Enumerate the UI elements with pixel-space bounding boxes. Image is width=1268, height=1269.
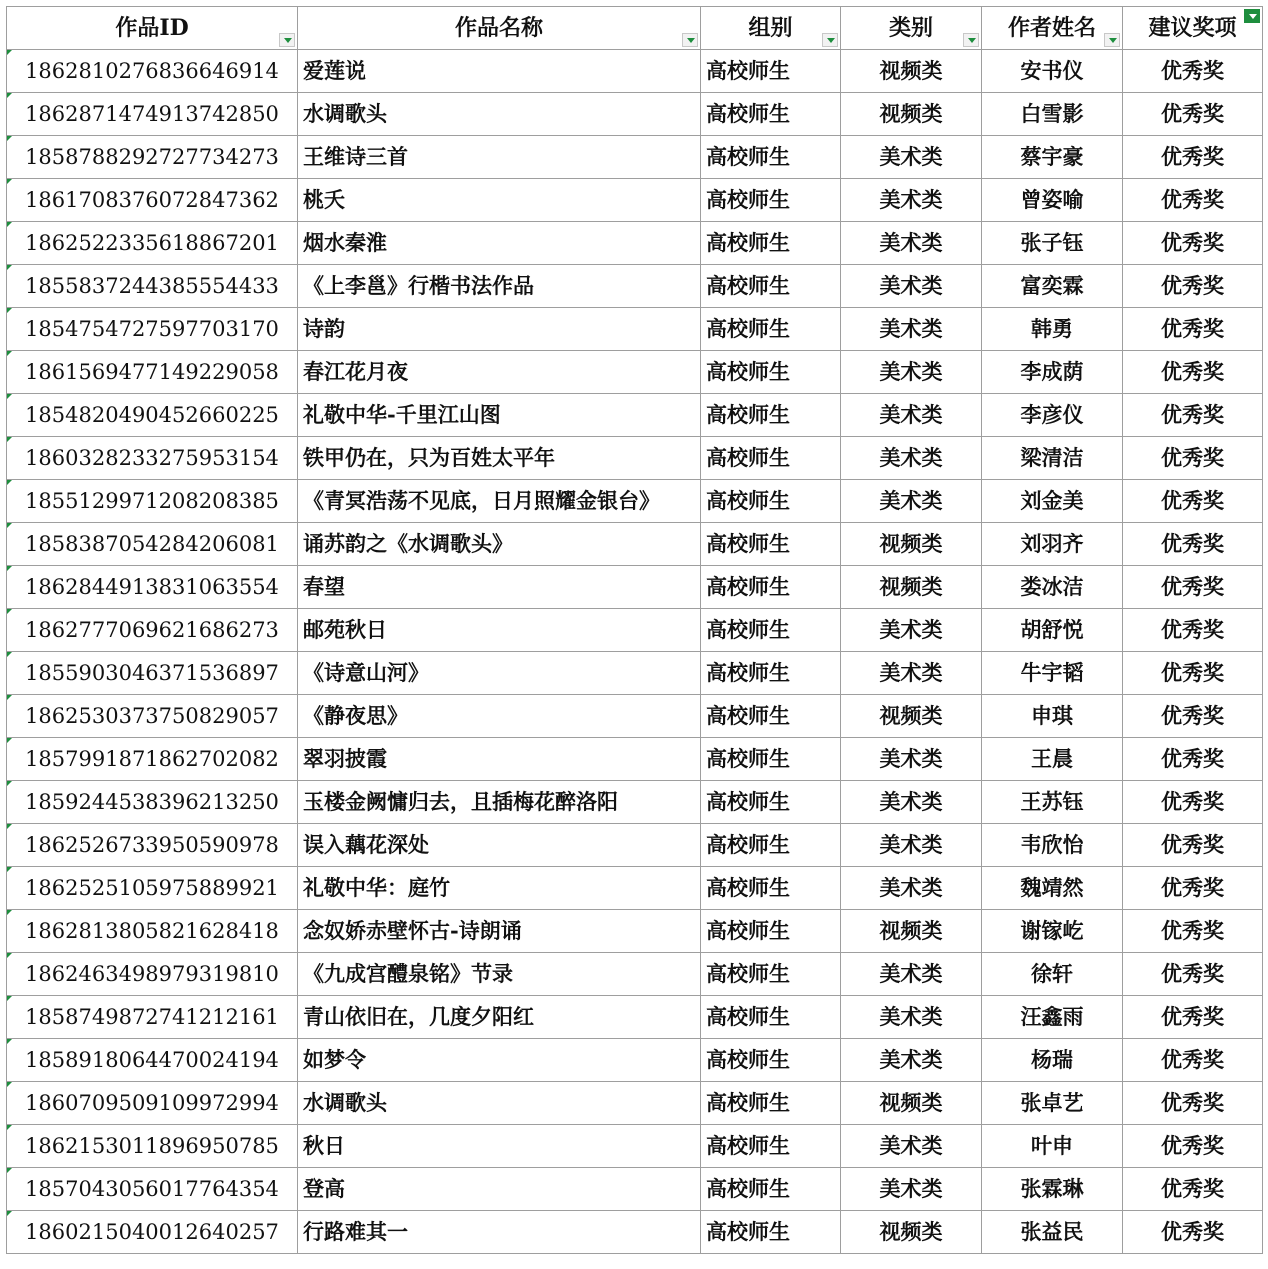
category-cell[interactable]: 视频类 — [841, 910, 982, 953]
group-cell[interactable]: 高校师生 — [701, 1039, 841, 1082]
author-cell[interactable]: 富奕霖 — [982, 265, 1123, 308]
category-cell[interactable]: 美术类 — [841, 996, 982, 1039]
award-cell[interactable]: 优秀奖 — [1123, 824, 1263, 867]
work-name-cell[interactable]: 诵苏韵之《水调歌头》 — [298, 523, 701, 566]
header-label: 组别 — [748, 15, 793, 41]
author-cell[interactable]: 蔡宇豪 — [982, 136, 1123, 179]
award-cell[interactable]: 优秀奖 — [1123, 1082, 1263, 1125]
work-id-cell[interactable]: 1862153011896950785 — [7, 1125, 298, 1168]
table-row — [7, 1039, 1263, 1082]
award-cell[interactable]: 优秀奖 — [1123, 136, 1263, 179]
table-row — [7, 351, 1263, 394]
author-cell[interactable]: 叶申 — [982, 1125, 1123, 1168]
work-name-cell[interactable]: 《静夜思》 — [298, 695, 701, 738]
group-cell[interactable]: 高校师生 — [701, 394, 841, 437]
table-row — [7, 824, 1263, 867]
author-cell[interactable]: 魏靖然 — [982, 867, 1123, 910]
category-cell[interactable]: 视频类 — [841, 523, 982, 566]
table-row — [7, 50, 1263, 93]
header-label: 作者姓名 — [1007, 15, 1096, 41]
category-cell[interactable]: 美术类 — [841, 308, 982, 351]
table-row — [7, 609, 1263, 652]
award-cell[interactable]: 优秀奖 — [1123, 351, 1263, 394]
work-id-cell[interactable]: 1860215040012640257 — [7, 1211, 298, 1254]
table-row — [7, 1211, 1263, 1254]
header-work-id — [7, 7, 298, 50]
table-row — [7, 394, 1263, 437]
group-cell[interactable]: 高校师生 — [701, 781, 841, 824]
work-name-cell[interactable]: 如梦令 — [298, 1039, 701, 1082]
group-cell[interactable]: 高校师生 — [701, 265, 841, 308]
filter-dropdown-icon[interactable] — [963, 33, 979, 47]
table-row — [7, 308, 1263, 351]
category-cell[interactable]: 美术类 — [841, 437, 982, 480]
award-cell[interactable]: 优秀奖 — [1123, 179, 1263, 222]
group-cell[interactable]: 高校师生 — [701, 824, 841, 867]
category-cell[interactable]: 美术类 — [841, 824, 982, 867]
header-label: 类别 — [888, 15, 933, 41]
award-cell[interactable]: 优秀奖 — [1123, 1125, 1263, 1168]
author-cell[interactable]: 杨瑞 — [982, 1039, 1123, 1082]
table-row — [7, 265, 1263, 308]
work-name-cell[interactable]: 礼敬中华：庭竹 — [298, 867, 701, 910]
header-label: 建议奖项 — [1148, 15, 1237, 41]
category-cell[interactable]: 视频类 — [841, 50, 982, 93]
filter-dropdown-icon[interactable] — [279, 33, 295, 47]
award-cell[interactable]: 优秀奖 — [1123, 609, 1263, 652]
work-name-cell[interactable]: 《诗意山河》 — [298, 652, 701, 695]
category-cell[interactable]: 美术类 — [841, 265, 982, 308]
category-cell[interactable]: 美术类 — [841, 222, 982, 265]
author-cell[interactable]: 汪鑫雨 — [982, 996, 1123, 1039]
author-cell[interactable]: 王晨 — [982, 738, 1123, 781]
work-name-cell[interactable]: 水调歌头 — [298, 93, 701, 136]
results-table — [6, 6, 1263, 1254]
author-cell[interactable]: 娄冰洁 — [982, 566, 1123, 609]
category-cell[interactable]: 美术类 — [841, 867, 982, 910]
work-name-cell[interactable]: 登高 — [298, 1168, 701, 1211]
work-id-cell[interactable]: 1862777069621686273 — [7, 609, 298, 652]
author-cell[interactable]: 韩勇 — [982, 308, 1123, 351]
work-id-cell[interactable]: 1858387054284206081 — [7, 523, 298, 566]
table-row — [7, 781, 1263, 824]
work-id-cell[interactable]: 1861708376072847362 — [7, 179, 298, 222]
work-id-cell[interactable]: 1862522335618867201 — [7, 222, 298, 265]
author-cell[interactable]: 梁清洁 — [982, 437, 1123, 480]
author-cell[interactable]: 李彦仪 — [982, 394, 1123, 437]
filter-dropdown-icon[interactable] — [822, 33, 838, 47]
work-id-cell[interactable]: 1858918064470024194 — [7, 1039, 298, 1082]
award-cell[interactable]: 优秀奖 — [1123, 480, 1263, 523]
author-cell[interactable]: 李成荫 — [982, 351, 1123, 394]
award-cell[interactable]: 优秀奖 — [1123, 308, 1263, 351]
work-name-cell[interactable]: 诗韵 — [298, 308, 701, 351]
table-row — [7, 480, 1263, 523]
group-cell[interactable]: 高校师生 — [701, 93, 841, 136]
work-name-cell[interactable]: 《九成宫醴泉铭》节录 — [298, 953, 701, 996]
group-cell[interactable]: 高校师生 — [701, 953, 841, 996]
author-cell[interactable]: 刘金美 — [982, 480, 1123, 523]
award-cell[interactable]: 优秀奖 — [1123, 1168, 1263, 1211]
category-cell[interactable]: 美术类 — [841, 1168, 982, 1211]
group-cell[interactable]: 高校师生 — [701, 50, 841, 93]
award-cell[interactable]: 优秀奖 — [1123, 1039, 1263, 1082]
work-name-cell[interactable]: 青山依旧在，几度夕阳红 — [298, 996, 701, 1039]
author-cell[interactable]: 刘羽齐 — [982, 523, 1123, 566]
award-cell[interactable]: 优秀奖 — [1123, 738, 1263, 781]
work-id-cell[interactable]: 1854820490452660225 — [7, 394, 298, 437]
award-cell[interactable]: 优秀奖 — [1123, 652, 1263, 695]
award-cell[interactable]: 优秀奖 — [1123, 222, 1263, 265]
work-name-cell[interactable]: 水调歌头 — [298, 1082, 701, 1125]
group-cell[interactable]: 高校师生 — [701, 910, 841, 953]
author-cell[interactable]: 曾姿喻 — [982, 179, 1123, 222]
filter-dropdown-icon[interactable] — [682, 33, 698, 47]
filter-dropdown-icon[interactable] — [1104, 33, 1120, 47]
work-name-cell[interactable]: 烟水秦淮 — [298, 222, 701, 265]
table-row — [7, 1125, 1263, 1168]
author-cell[interactable]: 徐轩 — [982, 953, 1123, 996]
table-row — [7, 996, 1263, 1039]
author-cell[interactable]: 王苏钰 — [982, 781, 1123, 824]
author-cell[interactable]: 韦欣怡 — [982, 824, 1123, 867]
work-name-cell[interactable]: 爱莲说 — [298, 50, 701, 93]
category-cell[interactable]: 视频类 — [841, 1082, 982, 1125]
work-id-cell[interactable]: 1860328233275953154 — [7, 437, 298, 480]
table-row — [7, 953, 1263, 996]
work-id-cell[interactable]: 1857043056017764354 — [7, 1168, 298, 1211]
author-cell[interactable]: 胡舒悦 — [982, 609, 1123, 652]
category-cell[interactable]: 美术类 — [841, 781, 982, 824]
work-id-cell[interactable]: 1862844913831063554 — [7, 566, 298, 609]
award-cell[interactable]: 优秀奖 — [1123, 265, 1263, 308]
work-name-cell[interactable]: 《青冥浩荡不见底，日月照耀金银台》 — [298, 480, 701, 523]
work-id-cell[interactable]: 1862530373750829057 — [7, 695, 298, 738]
group-cell[interactable]: 高校师生 — [701, 996, 841, 1039]
work-id-cell[interactable]: 1862813805821628418 — [7, 910, 298, 953]
award-cell[interactable]: 优秀奖 — [1123, 781, 1263, 824]
table-row — [7, 738, 1263, 781]
category-cell[interactable]: 视频类 — [841, 93, 982, 136]
work-name-cell[interactable]: 春江花月夜 — [298, 351, 701, 394]
group-cell[interactable]: 高校师生 — [701, 738, 841, 781]
header-label: 作品名称 — [454, 15, 543, 41]
work-name-cell[interactable]: 翠羽披霞 — [298, 738, 701, 781]
table-row — [7, 867, 1263, 910]
work-id-cell[interactable]: 1855837244385554433 — [7, 265, 298, 308]
work-name-cell[interactable]: 《上李邕》行楷书法作品 — [298, 265, 701, 308]
table-row — [7, 136, 1263, 179]
header-row — [7, 7, 1263, 50]
group-cell[interactable]: 高校师生 — [701, 437, 841, 480]
group-cell[interactable]: 高校师生 — [701, 867, 841, 910]
table-row — [7, 652, 1263, 695]
work-id-cell[interactable]: 1858749872741212161 — [7, 996, 298, 1039]
category-cell[interactable]: 美术类 — [841, 179, 982, 222]
table-row — [7, 1082, 1263, 1125]
filter-active-icon[interactable] — [1244, 9, 1260, 23]
work-id-cell[interactable]: 1862463498979319810 — [7, 953, 298, 996]
work-id-cell[interactable]: 1859244538396213250 — [7, 781, 298, 824]
header-author — [982, 7, 1123, 50]
category-cell[interactable]: 美术类 — [841, 652, 982, 695]
work-id-cell[interactable]: 1862526733950590978 — [7, 824, 298, 867]
group-cell[interactable]: 高校师生 — [701, 179, 841, 222]
award-cell[interactable]: 优秀奖 — [1123, 953, 1263, 996]
work-name-cell[interactable]: 秋日 — [298, 1125, 701, 1168]
award-cell[interactable]: 优秀奖 — [1123, 867, 1263, 910]
author-cell[interactable]: 申琪 — [982, 695, 1123, 738]
work-id-cell[interactable]: 1862810276836646914 — [7, 50, 298, 93]
category-cell[interactable]: 视频类 — [841, 695, 982, 738]
author-cell[interactable]: 张益民 — [982, 1211, 1123, 1254]
work-id-cell[interactable]: 1855903046371536897 — [7, 652, 298, 695]
author-cell[interactable]: 安书仪 — [982, 50, 1123, 93]
table-row — [7, 179, 1263, 222]
award-cell[interactable]: 优秀奖 — [1123, 996, 1263, 1039]
group-cell[interactable]: 高校师生 — [701, 1168, 841, 1211]
work-id-cell[interactable]: 1855129971208208385 — [7, 480, 298, 523]
group-cell[interactable]: 高校师生 — [701, 351, 841, 394]
category-cell[interactable]: 美术类 — [841, 1125, 982, 1168]
category-cell[interactable]: 美术类 — [841, 394, 982, 437]
group-cell[interactable]: 高校师生 — [701, 652, 841, 695]
header-work-name — [298, 7, 701, 50]
award-cell[interactable]: 优秀奖 — [1123, 394, 1263, 437]
author-cell[interactable]: 张霖琳 — [982, 1168, 1123, 1211]
work-id-cell[interactable]: 1857991871862702082 — [7, 738, 298, 781]
table-row — [7, 566, 1263, 609]
header-group — [701, 7, 841, 50]
work-id-cell[interactable]: 1858788292727734273 — [7, 136, 298, 179]
category-cell[interactable]: 美术类 — [841, 609, 982, 652]
table-row — [7, 695, 1263, 738]
award-cell[interactable]: 优秀奖 — [1123, 910, 1263, 953]
work-name-cell[interactable]: 王维诗三首 — [298, 136, 701, 179]
work-name-cell[interactable]: 念奴娇赤壁怀古-诗朗诵 — [298, 910, 701, 953]
group-cell[interactable]: 高校师生 — [701, 695, 841, 738]
author-cell[interactable]: 谢镓屹 — [982, 910, 1123, 953]
category-cell[interactable]: 视频类 — [841, 1211, 982, 1254]
award-cell[interactable]: 优秀奖 — [1123, 50, 1263, 93]
award-cell[interactable]: 优秀奖 — [1123, 695, 1263, 738]
group-cell[interactable]: 高校师生 — [701, 523, 841, 566]
work-name-cell[interactable]: 礼敬中华-千里江山图 — [298, 394, 701, 437]
author-cell[interactable]: 张卓艺 — [982, 1082, 1123, 1125]
header-award — [1123, 7, 1263, 50]
group-cell[interactable]: 高校师生 — [701, 480, 841, 523]
table-row — [7, 523, 1263, 566]
category-cell[interactable]: 美术类 — [841, 480, 982, 523]
group-cell[interactable]: 高校师生 — [701, 136, 841, 179]
group-cell[interactable]: 高校师生 — [701, 222, 841, 265]
category-cell[interactable]: 美术类 — [841, 136, 982, 179]
group-cell[interactable]: 高校师生 — [701, 1082, 841, 1125]
author-cell[interactable]: 白雪影 — [982, 93, 1123, 136]
category-cell[interactable]: 美术类 — [841, 351, 982, 394]
award-cell[interactable]: 优秀奖 — [1123, 566, 1263, 609]
work-name-cell[interactable]: 误入藕花深处 — [298, 824, 701, 867]
work-id-cell[interactable]: 1862525105975889921 — [7, 867, 298, 910]
work-name-cell[interactable]: 行路难其一 — [298, 1211, 701, 1254]
author-cell[interactable]: 牛宇韬 — [982, 652, 1123, 695]
group-cell[interactable]: 高校师生 — [701, 1125, 841, 1168]
table-row — [7, 910, 1263, 953]
award-cell[interactable]: 优秀奖 — [1123, 437, 1263, 480]
category-cell[interactable]: 美术类 — [841, 953, 982, 996]
work-id-cell[interactable]: 1862871474913742850 — [7, 93, 298, 136]
work-id-cell[interactable]: 1854754727597703170 — [7, 308, 298, 351]
work-id-cell[interactable]: 1860709509109972994 — [7, 1082, 298, 1125]
work-name-cell[interactable]: 桃夭 — [298, 179, 701, 222]
table-row — [7, 437, 1263, 480]
group-cell[interactable]: 高校师生 — [701, 566, 841, 609]
table-row — [7, 93, 1263, 136]
table-body — [7, 50, 1263, 1254]
award-cell[interactable]: 优秀奖 — [1123, 1211, 1263, 1254]
header-label: 作品ID — [115, 15, 189, 41]
group-cell[interactable]: 高校师生 — [701, 1211, 841, 1254]
work-name-cell[interactable]: 邮苑秋日 — [298, 609, 701, 652]
work-name-cell[interactable]: 春望 — [298, 566, 701, 609]
author-cell[interactable]: 张子钰 — [982, 222, 1123, 265]
category-cell[interactable]: 美术类 — [841, 738, 982, 781]
award-cell[interactable]: 优秀奖 — [1123, 523, 1263, 566]
award-cell[interactable]: 优秀奖 — [1123, 93, 1263, 136]
work-id-cell[interactable]: 1861569477149229058 — [7, 351, 298, 394]
group-cell[interactable]: 高校师生 — [701, 308, 841, 351]
table-row — [7, 1168, 1263, 1211]
category-cell[interactable]: 美术类 — [841, 1039, 982, 1082]
category-cell[interactable]: 视频类 — [841, 566, 982, 609]
work-name-cell[interactable]: 玉楼金阙慵归去，且插梅花醉洛阳 — [298, 781, 701, 824]
group-cell[interactable]: 高校师生 — [701, 609, 841, 652]
header-category — [841, 7, 982, 50]
work-name-cell[interactable]: 铁甲仍在，只为百姓太平年 — [298, 437, 701, 480]
table-row — [7, 222, 1263, 265]
